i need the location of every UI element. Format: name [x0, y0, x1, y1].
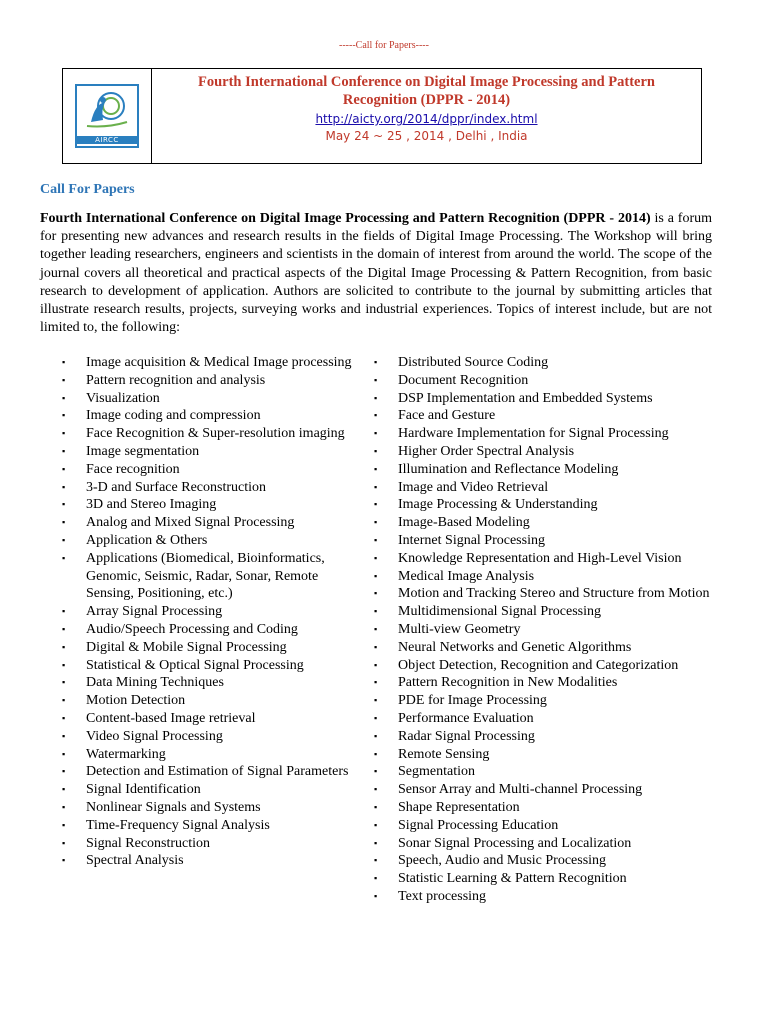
topic-label: Statistic Learning & Pattern Recognition [398, 871, 627, 887]
topic-list-item [374, 710, 714, 728]
bullet-icon: ▪ [62, 837, 66, 848]
topic-label: Time-Frequency Signal Analysis [86, 817, 270, 833]
conference-date: May 24 ~ 25 , 2014 , Delhi , India [325, 129, 528, 143]
topic-list-item [374, 657, 714, 675]
bullet-icon: ▪ [62, 517, 66, 528]
topic-label: Statistical & Optical Signal Processing [86, 657, 304, 673]
bullet-icon: ▪ [374, 481, 378, 492]
bullet-icon: ▪ [374, 517, 378, 528]
topic-list-item [62, 354, 352, 372]
bullet-icon: ▪ [62, 552, 66, 563]
topic-label: Audio/Speech Processing and Coding [86, 621, 298, 637]
bullet-icon: ▪ [62, 428, 66, 439]
topic-list-item [374, 514, 714, 532]
topic-label: Sensor Array and Multi-channel Processing [398, 782, 643, 798]
topic-label: Image-Based Modeling [398, 515, 530, 531]
topic-list-item [62, 496, 352, 514]
topic-label: Watermarking [86, 746, 166, 762]
bullet-icon: ▪ [374, 463, 378, 474]
title-cell [152, 69, 701, 163]
bullet-icon: ▪ [62, 801, 66, 812]
bullet-icon: ▪ [374, 784, 378, 795]
intro-text: is a forum for presenting new advances and research results in the fields of Digital Image Processing. The Workshop will bring together leading researchers, engineers and scientists in the domain of interest from around the world. The scope of the journal covers all theoretical and practical aspects of the Digital Image Processing & Pattern Recognition, from basic research to development of application. Authors are solicited to contribute to the journal by submitting articles that illustrate research results, projects, surveying works and industrial experiences. Topics of interest include, but are not limited to, the following: [40, 211, 713, 336]
topic-label: Visualization [86, 390, 160, 406]
topic-label: Hardware Implementation for Signal Processing [398, 426, 669, 442]
topic-label: Segmentation [398, 764, 475, 780]
topic-label: Illumination and Reflectance Modeling [398, 461, 619, 477]
bullet-icon: ▪ [374, 730, 378, 741]
topic-label: Speech, Audio and Music Processing [398, 853, 607, 869]
bullet-icon: ▪ [374, 374, 378, 385]
intro-paragraph [40, 210, 712, 337]
bullet-icon: ▪ [374, 695, 378, 706]
topic-list-item [374, 603, 714, 621]
topic-list-item [374, 888, 714, 906]
topic-label: Analog and Mixed Signal Processing [86, 515, 295, 531]
topic-list-item [374, 425, 714, 443]
bullet-icon: ▪ [62, 623, 66, 634]
topic-label: Face recognition [86, 461, 180, 477]
section-heading: Call For Papers [40, 182, 135, 197]
topic-list-item [62, 443, 352, 461]
bullet-icon: ▪ [62, 392, 66, 403]
topic-label: Internet Signal Processing [398, 532, 545, 548]
topic-list-item [374, 568, 714, 586]
bullet-icon: ▪ [374, 712, 378, 723]
topic-label: Array Signal Processing [86, 604, 223, 620]
topic-label: Signal Processing Education [398, 817, 559, 833]
topic-label: Distributed Source Coding [398, 355, 549, 370]
topic-list-item [62, 550, 352, 603]
topic-label: Multidimensional Signal Processing [398, 604, 601, 620]
bullet-icon: ▪ [374, 606, 378, 617]
topic-label: Signal Reconstruction [86, 835, 211, 851]
topic-label: Multi-view Geometry [398, 621, 521, 637]
bullet-icon: ▪ [62, 819, 66, 830]
topic-label: Sonar Signal Processing and Localization [398, 835, 632, 851]
topic-list-item [62, 674, 352, 692]
topic-label: Image coding and compression [86, 408, 261, 424]
topic-list-item [374, 639, 714, 657]
topic-list-item [62, 479, 352, 497]
aircc-logo [75, 84, 139, 148]
topic-list-item [62, 639, 352, 657]
topic-list-item [62, 532, 352, 550]
bullet-icon: ▪ [62, 357, 66, 367]
bullet-icon: ▪ [374, 819, 378, 830]
topic-label: Digital & Mobile Signal Processing [86, 639, 287, 655]
topic-list-item [62, 621, 352, 639]
topic-list-item [374, 870, 714, 888]
bullet-icon: ▪ [374, 428, 378, 439]
topic-list-item [62, 710, 352, 728]
intro-bold-title: Fourth International Conference on Digital Image Processing and Pattern Recognition (DPPR - 2014) [40, 211, 651, 226]
bullet-icon: ▪ [374, 570, 378, 581]
topic-label: Face Recognition & Super-resolution imaging [86, 426, 345, 442]
topic-list-item [374, 479, 714, 497]
bullet-icon: ▪ [62, 481, 66, 492]
topic-list-item [374, 674, 714, 692]
topic-label: Video Signal Processing [86, 728, 223, 744]
topic-label: PDE for Image Processing [398, 693, 547, 709]
topic-list-item [62, 817, 352, 835]
bullet-icon: ▪ [374, 588, 378, 599]
topic-list-item [374, 621, 714, 639]
bullet-icon: ▪ [374, 392, 378, 403]
topic-label: Applications (Biomedical, Bioinformatics, Genomic, Seismic, Radar, Sonar, Remote Sensing, Positioning, etc.) [86, 550, 325, 602]
topic-label: Document Recognition [398, 372, 529, 388]
topic-list-item [62, 692, 352, 710]
topic-list-item [374, 746, 714, 764]
topic-label: Application & Others [86, 532, 208, 548]
topic-list-item [374, 728, 714, 746]
topic-label: Text processing [398, 888, 487, 904]
topic-list-item [374, 461, 714, 479]
topic-label: Data Mining Techniques [86, 675, 224, 691]
conference-url-link[interactable]: http://aicty.org/2014/dppr/index.html [315, 112, 538, 126]
topic-list-item [374, 443, 714, 461]
topic-label: Pattern recognition and analysis [86, 372, 266, 388]
bullet-icon: ▪ [374, 890, 378, 901]
bullet-icon: ▪ [374, 873, 378, 884]
topic-label: Detection and Estimation of Signal Parameters [86, 764, 349, 780]
bullet-icon: ▪ [374, 410, 378, 421]
bullet-icon: ▪ [374, 748, 378, 759]
topic-list-item [374, 835, 714, 853]
topic-list-item [62, 603, 352, 621]
bullet-icon: ▪ [374, 855, 378, 866]
bullet-icon: ▪ [374, 837, 378, 848]
bullet-icon: ▪ [374, 766, 378, 777]
bullet-icon: ▪ [374, 357, 378, 367]
bullet-icon: ▪ [374, 534, 378, 545]
topic-label: Face and Gesture [398, 408, 496, 424]
topic-label: DSP Implementation and Embedded Systems [398, 390, 653, 406]
bullet-icon: ▪ [62, 463, 66, 474]
topic-label: Motion and Tracking Stereo and Structure from Motion [398, 586, 710, 602]
topic-label: Spectral Analysis [86, 853, 184, 869]
logo-text: AIRCC [77, 136, 137, 144]
topic-label: Image and Video Retrieval [398, 479, 549, 495]
bullet-icon: ▪ [62, 712, 66, 723]
topic-label: Image segmentation [86, 443, 200, 459]
topic-list-item [374, 354, 714, 372]
topic-label: Image acquisition & Medical Image processing [86, 355, 352, 370]
topic-list-item [62, 372, 352, 390]
topic-label: Object Detection, Recognition and Categorization [398, 657, 679, 673]
topic-label: Radar Signal Processing [398, 728, 535, 744]
bullet-icon: ▪ [62, 641, 66, 652]
topic-list-item [374, 781, 714, 799]
bullet-icon: ▪ [374, 445, 378, 456]
topic-list-item [62, 461, 352, 479]
topic-list-item [374, 692, 714, 710]
topic-label: Nonlinear Signals and Systems [86, 799, 261, 815]
peacock-icon [77, 86, 137, 136]
bullet-icon: ▪ [62, 499, 66, 510]
topic-label: Pattern Recognition in New Modalities [398, 675, 618, 691]
bullet-icon: ▪ [62, 784, 66, 795]
bullet-icon: ▪ [62, 606, 66, 617]
topic-list-item [62, 390, 352, 408]
topic-list-item [62, 728, 352, 746]
topic-list-item [62, 746, 352, 764]
bullet-icon: ▪ [374, 659, 378, 670]
topic-label: Remote Sensing [398, 746, 490, 762]
bullet-icon: ▪ [62, 410, 66, 421]
bullet-icon: ▪ [374, 641, 378, 652]
topic-label: 3-D and Surface Reconstruction [86, 479, 266, 495]
topic-list-item [62, 781, 352, 799]
topic-label: Image Processing & Understanding [398, 497, 598, 513]
topic-list-item [374, 550, 714, 568]
bullet-icon: ▪ [62, 766, 66, 777]
topic-list-item [374, 532, 714, 550]
bullet-icon: ▪ [62, 730, 66, 741]
bullet-icon: ▪ [62, 374, 66, 385]
topic-list-item [374, 496, 714, 514]
bullet-icon: ▪ [62, 695, 66, 706]
topic-list-item [374, 390, 714, 408]
topic-list-item [374, 852, 714, 870]
topic-list-item [374, 763, 714, 781]
bullet-icon: ▪ [62, 748, 66, 759]
bullet-icon: ▪ [62, 445, 66, 456]
bullet-icon: ▪ [374, 623, 378, 634]
topic-list-item [62, 799, 352, 817]
bullet-icon: ▪ [62, 677, 66, 688]
topic-label: Higher Order Spectral Analysis [398, 443, 575, 459]
bullet-icon: ▪ [62, 855, 66, 866]
topic-list-item [62, 852, 352, 870]
bullet-icon: ▪ [62, 659, 66, 670]
topic-label: Motion Detection [86, 693, 186, 709]
topic-list-item [62, 514, 352, 532]
topics-list-right [374, 354, 714, 906]
bullet-icon: ▪ [374, 801, 378, 812]
topic-label: Signal Identification [86, 782, 201, 798]
topic-label: 3D and Stereo Imaging [86, 497, 217, 513]
topic-list-item [62, 657, 352, 675]
topic-list-item [62, 407, 352, 425]
topic-label: Neural Networks and Genetic Algorithms [398, 639, 632, 655]
topic-label: Shape Representation [398, 799, 520, 815]
topics-list-left [62, 354, 352, 870]
bullet-icon: ▪ [374, 552, 378, 563]
topic-list-item [374, 585, 714, 603]
topic-label: Medical Image Analysis [398, 568, 535, 584]
bullet-icon: ▪ [374, 677, 378, 688]
topic-list-item [374, 407, 714, 425]
bullet-icon: ▪ [374, 499, 378, 510]
topic-list-item [374, 817, 714, 835]
topic-list-item [374, 799, 714, 817]
topic-list-item [62, 835, 352, 853]
topic-list-item [62, 425, 352, 443]
logo-cell [63, 69, 152, 163]
bullet-icon: ▪ [62, 534, 66, 545]
topic-list-item [62, 763, 352, 781]
topic-label: Content-based Image retrieval [86, 710, 256, 726]
conference-header [62, 68, 702, 164]
call-for-papers-label: -----Call for Papers---- [339, 40, 429, 51]
topic-label: Knowledge Representation and High-Level Vision [398, 550, 682, 566]
topic-label: Performance Evaluation [398, 710, 534, 726]
conference-title: Fourth International Conference on Digital Image Processing and Pattern Recognition (DPPR - 2014) [198, 74, 655, 108]
topic-list-item [374, 372, 714, 390]
